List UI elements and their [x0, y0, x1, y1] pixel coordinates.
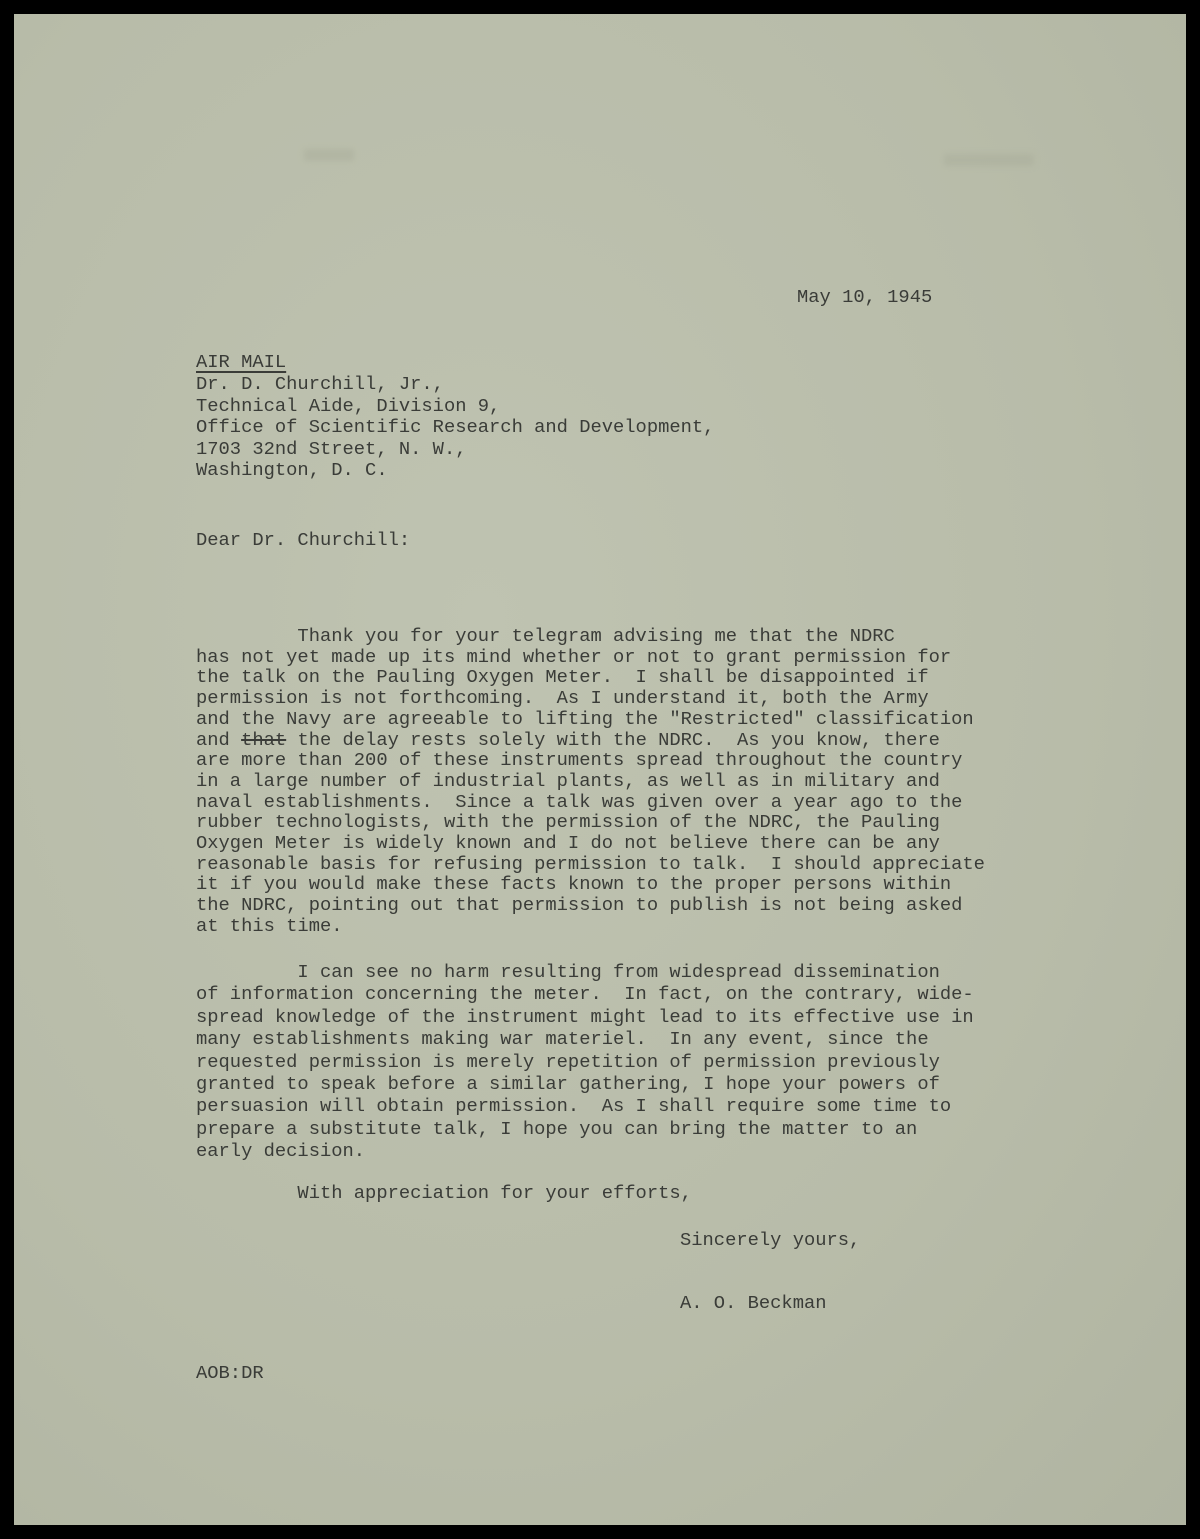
signature-name: A. O. Beckman — [680, 1292, 827, 1314]
text-line: are more than 200 of these instruments spread throughout the country — [196, 749, 963, 772]
text-line: it if you would make these facts known to the proper persons within — [196, 873, 952, 896]
text-line: the NDRC, pointing out that permission to publish is not being asked — [196, 894, 963, 917]
line-text: the delay rests solely with the NDRC. As you know, there — [286, 728, 940, 751]
text-line: at this time. — [196, 914, 343, 937]
text-line: rubber technologists, with the permission of the NDRC, the Pauling — [196, 811, 940, 834]
text-line: many establishments making war materiel. In any event, since the — [196, 1028, 929, 1051]
text-line: Dr. D. Churchill, Jr., — [196, 373, 444, 395]
text-line: Technical Aide, Division 9, — [196, 394, 501, 417]
struck-word: that — [241, 728, 287, 751]
scan-mark — [304, 149, 354, 161]
text-line: naval establishments. Since a talk was given over a year ago to the — [196, 790, 963, 813]
text-line: Washington, D. C. — [196, 459, 388, 482]
closing-line: With appreciation for your efforts, — [196, 1182, 692, 1204]
text-line: has not yet made up its mind whether or not to grant permission for — [196, 645, 952, 668]
salutation: Dear Dr. Churchill: — [196, 529, 411, 551]
text-line: of information concerning the meter. In fact, on the contrary, wide- — [196, 983, 974, 1006]
letter-date: May 10, 1945 — [797, 286, 933, 308]
complimentary-close: Sincerely yours, — [680, 1229, 861, 1251]
delivery-method: AIR MAIL — [196, 351, 287, 373]
text-line: the talk on the Pauling Oxygen Meter. I shall be disappointed if — [196, 666, 929, 689]
text-line: Thank you for your telegram advising me that the NDRC — [196, 625, 895, 647]
body-paragraph-2 — [196, 961, 974, 1163]
body-line — [196, 730, 985, 751]
text-line: granted to speak before a similar gathering, I hope your powers of — [196, 1073, 940, 1096]
text-line: early decision. — [196, 1140, 366, 1163]
text-line: in a large number of industrial plants, as well as in military and — [196, 769, 940, 792]
body-paragraph-1 — [196, 626, 985, 937]
text-line: and the Navy are agreeable to lifting the "Restricted" classification — [196, 707, 974, 730]
text-line: persuasion will obtain permission. As I shall require some time to — [196, 1095, 952, 1118]
scan-mark — [944, 154, 1034, 166]
text-line: I can see no harm resulting from widespread dissemination — [196, 961, 940, 983]
text-line: Office of Scientific Research and Development, — [196, 416, 715, 439]
text-line: permission is not forthcoming. As I understand it, both the Army — [196, 687, 929, 710]
text-line: Oxygen Meter is widely known and I do not believe there can be any — [196, 832, 940, 855]
text-line: requested permission is merely repetition of permission previously — [196, 1050, 940, 1073]
text-line: 1703 32nd Street, N. W., — [196, 437, 467, 460]
text-line: prepare a substitute talk, I hope you can bring the matter to an — [196, 1117, 918, 1140]
text-line: reasonable basis for refusing permission to talk. I should appreciate — [196, 852, 985, 875]
line-text: and — [196, 728, 242, 751]
recipient-address — [196, 374, 714, 482]
text-line: spread knowledge of the instrument might lead to its effective use in — [196, 1005, 974, 1028]
reference-initials: AOB:DR — [196, 1362, 264, 1384]
